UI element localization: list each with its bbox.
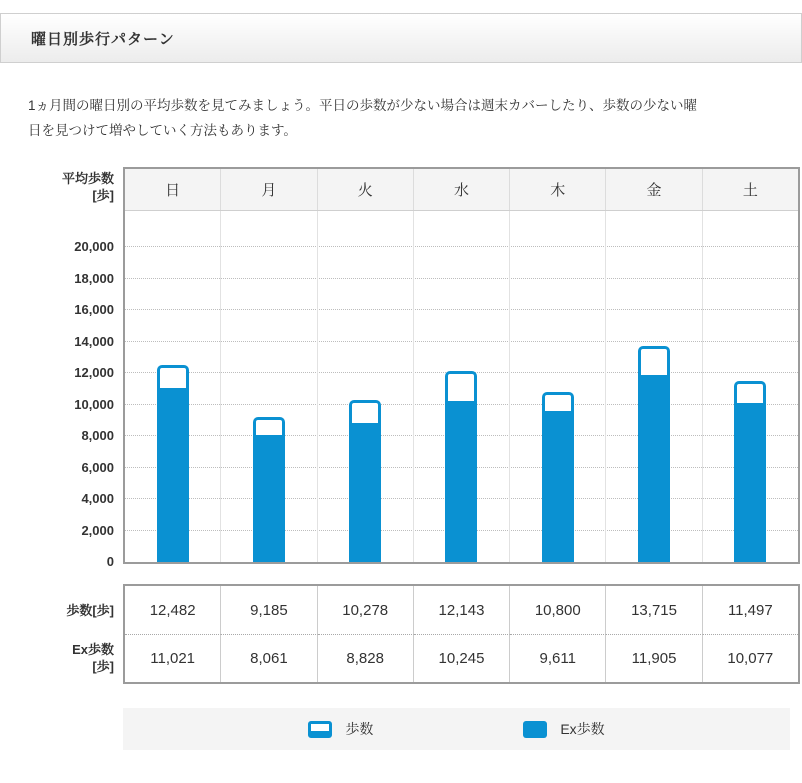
y-axis-tick: 16,000	[74, 302, 114, 318]
y-axis-title-line: 平均歩数	[61, 171, 114, 186]
chart-column	[510, 211, 606, 562]
day-header-cell: 月	[221, 169, 317, 210]
chart-column	[606, 211, 702, 562]
y-axis-tick: 8,000	[81, 428, 114, 444]
legend-label: Ex歩数	[560, 721, 605, 737]
legend-item-steps	[308, 719, 373, 739]
row-label-line: Ex歩数	[72, 642, 114, 657]
table-cell: 9,611	[510, 634, 606, 682]
table-cell: 8,061	[221, 634, 317, 682]
table-row-label-steps	[0, 586, 123, 634]
chart-column	[414, 211, 510, 562]
table-cell: 11,905	[606, 634, 702, 682]
bar-ex-steps	[157, 388, 189, 562]
y-axis	[0, 167, 123, 569]
chart-column	[318, 211, 414, 562]
y-axis-tick: 14,000	[74, 333, 114, 349]
table-cell: 9,185	[221, 586, 317, 634]
day-header-cell: 木	[510, 169, 606, 210]
y-axis-tick: 4,000	[81, 491, 114, 507]
day-header-cell: 日	[125, 169, 221, 210]
table-cell: 13,715	[606, 586, 702, 634]
y-axis-tick: 18,000	[74, 270, 114, 286]
table-cell: 10,278	[318, 586, 414, 634]
row-label-line: [歩]	[92, 659, 114, 674]
page-title-bar	[0, 13, 802, 63]
steps-chart	[0, 167, 802, 569]
table-cell: 8,828	[318, 634, 414, 682]
page-title: 曜日別歩行パターン	[31, 30, 175, 48]
bar-ex-steps	[253, 435, 285, 562]
table-row-labels	[0, 584, 123, 684]
day-header-cell: 金	[606, 169, 702, 210]
table-cell: 10,800	[510, 586, 606, 634]
table-row	[125, 586, 798, 634]
chart-plot-box	[123, 167, 800, 564]
table-cell: 10,077	[703, 634, 798, 682]
day-header-row	[125, 169, 798, 211]
y-axis-title-line: [歩]	[92, 188, 114, 203]
row-label-line: 歩数[歩]	[66, 602, 114, 618]
y-axis-tick: 2,000	[81, 522, 114, 538]
description-text	[28, 93, 802, 143]
day-header-cell: 土	[742, 182, 758, 199]
y-axis-tick: 0	[106, 554, 114, 569]
table-values-box	[123, 584, 800, 684]
chart-legend	[123, 708, 790, 750]
steps-data-table	[0, 584, 802, 684]
table-cell: 12,482	[125, 586, 221, 634]
description-line: 日を見つけて増やしていく方法もあります。	[28, 123, 297, 138]
table-cell: 11,497	[727, 601, 773, 619]
table-cell: 10,245	[414, 634, 510, 682]
legend-label: 歩数	[345, 721, 374, 737]
table-cell: 11,021	[125, 634, 221, 682]
description-line: 1ヵ月間の曜日別の平均歩数を見てみましょう。平日の歩数が少ない場合は週末カバーしたり、歩数の少ない曜	[28, 98, 698, 113]
ex-steps-swatch-icon	[523, 721, 547, 738]
chart-column	[221, 211, 317, 562]
legend-item-ex-steps	[523, 719, 604, 739]
plot-area	[125, 211, 798, 562]
day-header-cell: 水	[414, 169, 510, 210]
bar-ex-steps	[349, 423, 381, 562]
chart-column	[703, 211, 798, 562]
bar-ex-steps	[542, 411, 574, 562]
y-axis-tick: 20,000	[74, 239, 114, 255]
y-axis-tick: 12,000	[74, 365, 114, 381]
table-row-label-ex-steps	[0, 634, 123, 682]
y-axis-tick: 6,000	[81, 459, 114, 475]
day-header-cell: 火	[318, 169, 414, 210]
chart-column	[125, 211, 221, 562]
bar-column-layer	[125, 211, 798, 562]
table-cell: 12,143	[414, 586, 510, 634]
bar-ex-steps	[734, 403, 766, 562]
bar-ex-steps	[445, 401, 477, 562]
steps-swatch-icon	[308, 721, 332, 738]
y-axis-title	[62, 170, 114, 204]
y-axis-tick: 10,000	[74, 396, 114, 412]
bar-ex-steps	[638, 375, 670, 563]
table-row	[125, 634, 798, 682]
